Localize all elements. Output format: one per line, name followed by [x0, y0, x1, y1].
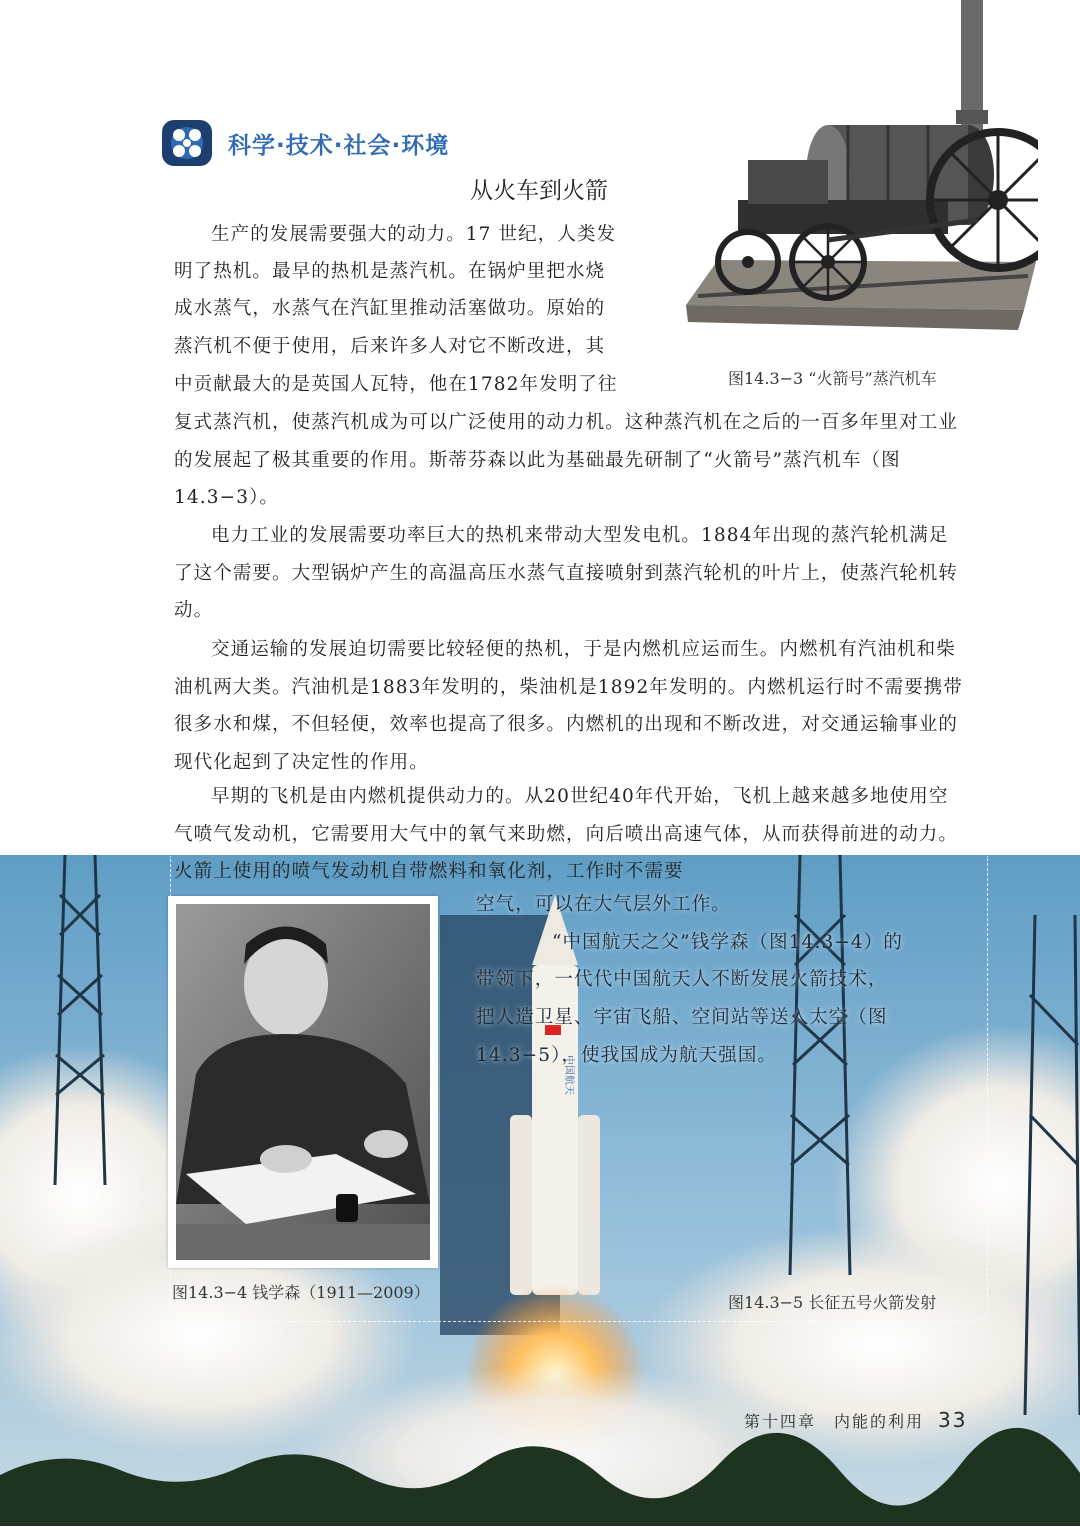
paragraph-5-line-4: 14.3−5），使我国成为航天强国。: [476, 1045, 778, 1066]
figure-caption-4: 图14.3−4 钱学森（1911—2009）: [172, 1283, 430, 1302]
article-title: 从火车到火箭: [470, 178, 608, 204]
paragraph-5-line-3: 把人造卫星、宇宙飞船、空间站等送入太空（图: [476, 1007, 888, 1028]
paragraph-1-line-1: 生产的发展需要强大的动力。17 世纪，人类发: [211, 224, 617, 245]
paragraph-1-continued: 复式蒸汽机，使蒸汽机成为可以广泛使用的动力机。这种蒸汽机在之后的一百多年里对工业的发展起了极其重要的作用。斯蒂芬森以此为基础最先研制了“火箭号”蒸汽机车（图14.3−3）。: [174, 412, 959, 508]
section-badge-icon: [160, 118, 214, 168]
figure-caption-5: 图14.3−5 长征五号火箭发射: [728, 1293, 937, 1312]
paragraph-4: 早期的飞机是由内燃机提供动力的。从20世纪40年代开始，飞机上越来越多地使用空气喷气发动机，它需要用大气中的氧气来助燃，向后喷出高速气体，从而获得前进的动力。火箭上使用的喷气发动机自带燃料和氧化剂，工作时不需要: [174, 786, 959, 882]
section-header: [160, 118, 449, 168]
paragraph-4-tail: 空气，可以在大气层外工作。: [476, 894, 731, 915]
paragraph-1-line-4: 蒸汽机不便于使用，后来许多人对它不断改进，其: [174, 336, 606, 357]
paragraph-1-line-2: 明了热机。最早的热机是蒸汽机。在锅炉里把水烧: [174, 261, 606, 282]
qian-xuesen-portrait: [168, 896, 438, 1268]
figure-caption-3: 图14.3−3 “火箭号”蒸汽机车: [728, 369, 937, 388]
chapter-label: 第十四章 内能的利用: [744, 1412, 925, 1431]
paragraph-1-line-3: 成水蒸气，水蒸气在汽缸里推动活塞做功。原始的: [174, 298, 606, 319]
rocket-body-label: 中国航天: [563, 1055, 574, 1095]
page-number: 33: [938, 1408, 968, 1432]
paragraph-1-line-5: 中贡献最大的是英国人瓦特，他在1782年发明了往: [174, 374, 618, 395]
steam-locomotive-image: [678, 0, 1038, 350]
section-label: 科学·技术·社会·环境: [228, 132, 450, 159]
paragraph-5-line-2: 带领下，一代代中国航天人不断发展火箭技术，: [476, 969, 888, 990]
paragraph-2: 电力工业的发展需要功率巨大的热机来带动大型发电机。1884年出现的蒸汽轮机满足了这个需要。大型锅炉产生的高温高压水蒸气直接喷射到蒸汽轮机的叶片上，使蒸汽轮机转动。: [174, 525, 959, 621]
page-footer: [744, 1408, 967, 1432]
paragraph-3: 交通运输的发展迫切需要比较轻便的热机，于是内燃机应运而生。内燃机有汽油机和柴油机两大类。汽油机是1883年发明的，柴油机是1892年发明的。内燃机运行时不需要携带很多水和煤，不但轻便，效率也提高了很多。内燃机的出现和不断改进，对交通运输事业的现代化起到了决定性的作用。: [174, 639, 963, 773]
paragraph-5-line-1: “中国航天之父”钱学森（图14.3−4）的: [552, 932, 903, 953]
